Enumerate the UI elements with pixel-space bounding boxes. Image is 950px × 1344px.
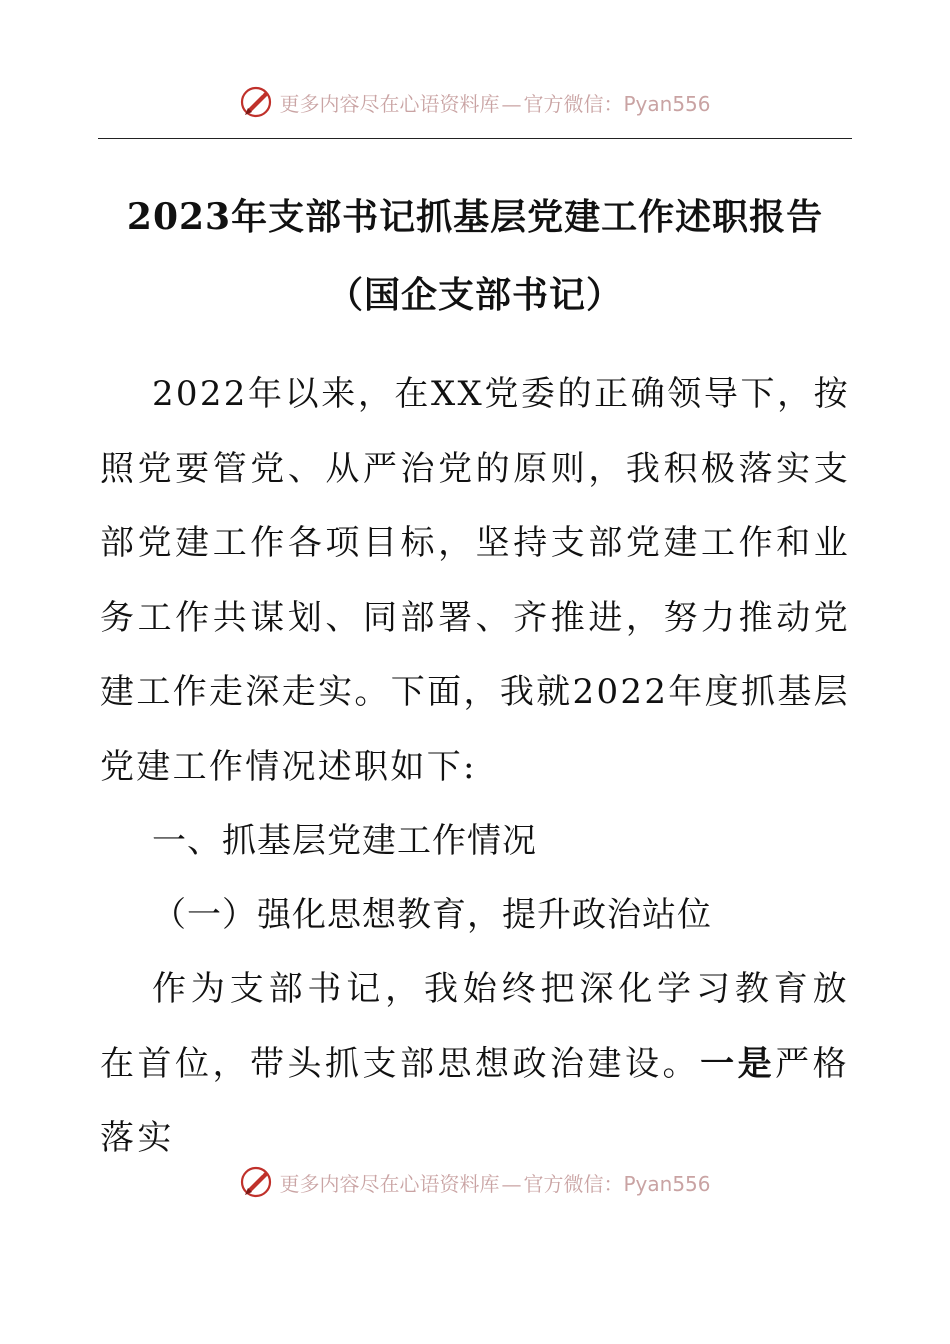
footer-banner: [0, 1160, 950, 1204]
section-heading: 一、抓基层党建工作情况: [152, 821, 537, 861]
wechat-id: Pyan556: [623, 1171, 711, 1196]
body-text-after: 严格落实: [100, 1043, 850, 1158]
header-banner-text: 更多内容尽在心语资料库 — 官方微信：Pyan556: [279, 91, 711, 116]
pen-logo-icon: [239, 1164, 275, 1200]
body-paragraph: [100, 952, 850, 1176]
footer-banner-text: 更多内容尽在心语资料库 — 官方微信：Pyan556: [279, 1171, 711, 1196]
pen-logo-icon: [239, 84, 275, 120]
intro-paragraph: 2022年以来，在XX党委的正确领导下，按照党要管党、从严治党的原则，我积极落实支部党建工作各项目标，坚持支部党建工作和业务工作共谋划、同部署、齐推进，努力推动党建工作走深走实。下面，我就2022年度抓基层党建工作情况述职如下:: [100, 374, 850, 787]
document-title: 2023年支部书记抓基层党建工作述职报告（国企支部书记）: [126, 196, 824, 316]
wechat-id: Pyan556: [623, 91, 711, 116]
subsection-heading: （一）强化思想教育，提升政治站位: [152, 895, 712, 935]
header-banner: [0, 80, 950, 124]
body-bold-marker: 一是: [700, 1043, 776, 1084]
body-text-before: 作为支部书记，我始终把深化学习教育放在首位，带头抓支部思想政治建设。: [100, 969, 850, 1084]
header-divider: [98, 138, 852, 139]
